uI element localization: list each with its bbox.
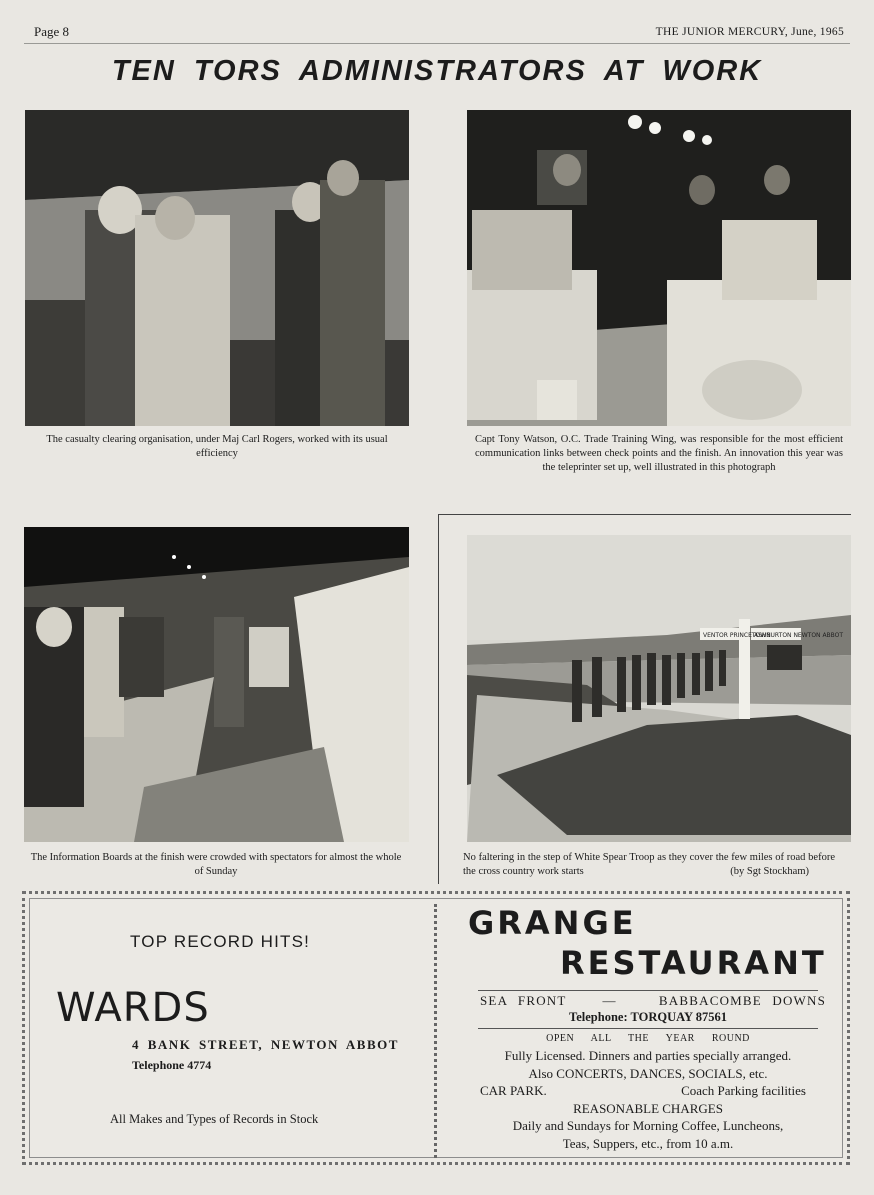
advert-divider: [434, 904, 437, 1158]
restaurant-name: RESTAURANT: [560, 944, 827, 982]
photo-white-spear-troop: [467, 535, 851, 842]
grange-location-dash: —: [602, 993, 617, 1008]
grange-line-parking: [472, 1082, 824, 1100]
caption-troop: [463, 851, 835, 879]
grange-open: OPEN ALL THE YEAR ROUND: [546, 1033, 750, 1044]
grange-line-concerts: Also CONCERTS, DANCES, SOCIALS, etc.: [528, 1065, 768, 1081]
signpost-right-text: ASHBURTON NEWTON ABBOT: [754, 632, 844, 639]
photo-information-boards: [24, 527, 409, 842]
masthead: THE JUNIOR MERCURY, June, 1965: [655, 26, 844, 38]
caption-teleprinter: Capt Tony Watson, O.C. Trade Training Wing, was responsible for the most efficient communication links between check points and the finish. An innovation this year was the teleprinter set up, well illustrated in this photograph: [475, 434, 843, 473]
wards-stock: All Makes and Types of Records in Stock: [110, 1112, 319, 1126]
grange-telephone: Telephone: TORQUAY 87561: [569, 1010, 727, 1024]
caption-casualty: The casualty clearing organisation, under Maj Carl Rogers, worked with its usual efficiency: [46, 434, 388, 459]
wards-name: WARDS: [56, 985, 210, 1031]
wards-telephone: Telephone 4774: [132, 1058, 212, 1072]
grange-location-right: BABBACOMBE DOWNS: [658, 993, 827, 1008]
grange-rule-bottom: [478, 1028, 818, 1029]
grange-line-teas: Teas, Suppers, etc., from 10 a.m.: [562, 1135, 734, 1151]
wards-address: 4 BANK STREET, NEWTON ABBOT: [132, 1037, 399, 1052]
photo-casualty-clearing: [25, 110, 409, 426]
caption-troop-text: No faltering in the step of White Spear Troop as they cover the few miles of road before the cross country work starts: [463, 852, 835, 877]
header-rule: [24, 43, 850, 44]
grange-details: [472, 1047, 824, 1152]
signpost-left-text: VENTOR PRINCETOWN: [703, 632, 771, 639]
grange-line-licensed: Fully Licensed. Dinners and parties specially arranged.: [504, 1048, 792, 1063]
caption-info-boards: The Information Boards at the finish were crowded with spectators for almost the whole of Sunday: [30, 852, 402, 877]
photo-credit: (by Sgt Stockham): [730, 866, 809, 877]
grange-car-park: CAR PARK.: [480, 1083, 547, 1098]
column-divider: [438, 514, 439, 884]
grange-location-left: SEA FRONT: [480, 993, 567, 1008]
grange-name: GRANGE: [468, 904, 637, 942]
grange-rule-top: [478, 990, 818, 991]
grange-line-charges: REASONABLE CHARGES: [573, 1100, 723, 1116]
photo-frame-rule: [438, 514, 851, 515]
photo-teleprinter: [467, 110, 851, 426]
page-number: Page 8: [34, 24, 70, 39]
wards-tagline: TOP RECORD HITS!: [130, 932, 311, 951]
grange-line-daily: Daily and Sundays for Morning Coffee, Luncheons,: [512, 1118, 784, 1133]
grange-coach-parking: Coach Parking facilities: [681, 1083, 806, 1098]
headline: TEN TORS ADMINISTRATORS AT WORK: [111, 55, 763, 87]
grange-location: [480, 993, 826, 1009]
